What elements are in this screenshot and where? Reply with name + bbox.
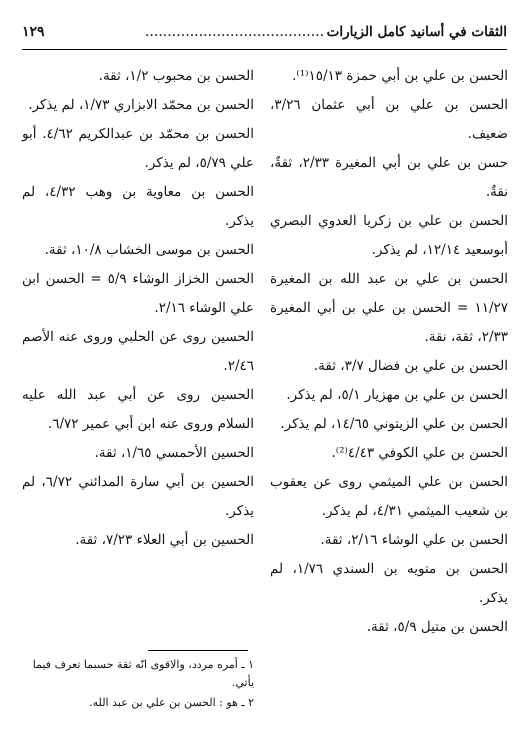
narrator-entry: الحسن بن علي الكوفي ٤/٤٣⁽²⁾. <box>331 445 508 461</box>
narrator-entry: الحسن بن علي بن أبي حمزة ١٥/١٣⁽¹⁾. <box>292 68 508 84</box>
narrator-entry: الحسين بن أبي العلاء ٧/٢٣، ثقة. <box>75 532 254 548</box>
right-column <box>270 62 508 642</box>
narrator-entry: الحسن الخزاز الوشاء ٥/٩ = الحسن ابن علي الوشاء ٢/١٦. <box>22 271 254 316</box>
narrator-entry: حسن بن علي بن أبي المغيرة ٢/٣٣، ثقةٌ، نقةٌ. <box>270 155 508 200</box>
narrator-entry: الحسن بن علي بن أبي عثمان ٣/٢٦، ضعيف. <box>270 97 508 142</box>
narrator-entry: الحسن بن علي بن فضال ٣/٧، ثقة. <box>313 358 508 374</box>
narrator-entry: الحسن بن متيل ٥/٩، ثقة. <box>366 619 508 635</box>
narrator-entry: الحسن بن متويه بن السندي ١/٧٦، لم يذكر. <box>270 561 508 606</box>
narrator-entry: الحسن بن معاوية بن وهب ٤/٣٢، لم يذكر. <box>22 184 254 229</box>
running-title: الثقات في أسانيد كامل الزيارات <box>326 24 507 40</box>
footnotes <box>22 656 254 714</box>
narrator-entry: الحسن بن محمّد بن عبدالكريم ٤/٦٢. أبو علي ٥/٧٩، لم يذكر. <box>22 126 254 171</box>
narrator-entry: الحسن بن محبوب ١/٢، ثقة. <box>98 68 254 84</box>
narrator-entry: الحسن بن موسى الخشاب ١٠/٨، ثقة. <box>44 242 254 258</box>
narrator-entry: الحسن بن علي بن زكريا العدوي البصري أبوسعيد ١٢/١٤، لم يذكر. <box>270 213 508 258</box>
narrator-entry: الحسين روى عن أبي عبد الله عليه السلام وروى عنه ابن أبي عمير ٦/٧٢. <box>22 387 254 432</box>
narrator-entry: الحسين الأحمسي ١/٦٥، ثقة. <box>94 445 254 461</box>
page-number: ١٢٩ <box>22 24 45 40</box>
narrator-entry: الحسن بن علي بن مهزيار ٥/١، لم يذكر. <box>286 387 508 403</box>
narrator-entry: الحسن بن علي الزيتوني ١٤/٦٥، لم يذكر. <box>280 416 508 432</box>
narrator-entry: الحسن بن علي الميثمي روى عن يعقوب بن شعيب الميثمي ٤/٣١، لم يذكر. <box>270 474 508 519</box>
header-rule <box>22 49 507 50</box>
footnote: ٢ ـ هو : الحسن بن علي بن عبد الله. <box>89 696 254 709</box>
narrator-entry: الحسن بن محمّد الابزاري ١/٧٣، لم يذكر. <box>28 97 254 113</box>
footnote-separator <box>148 650 248 651</box>
left-column <box>22 62 254 555</box>
narrator-entry: الحسن بن علي الوشاء ٢/١٦، ثقة. <box>320 532 508 548</box>
narrator-entry: الحسين بن أبي سارة المدائني ٦/٧٢، لم يذكر. <box>22 474 254 519</box>
running-header <box>22 24 507 46</box>
narrator-entry: الحسن بن علي بن عبد الله بن المغيرة ١١/٢٧ = الحسن بن علي بن أبي المغيرة ٢/٣٣، ثقة، نقة. <box>270 271 508 345</box>
footnote: ١ ـ أمره مردد، والاقوى انّه ثقة حسبما تعرف فيما يأتي. <box>32 658 254 689</box>
narrator-entry: الحسين روى عن الحلبي وروى عنه الأصم ٢/٤٦. <box>22 329 254 374</box>
leader-dots: ........................................ <box>145 28 325 39</box>
